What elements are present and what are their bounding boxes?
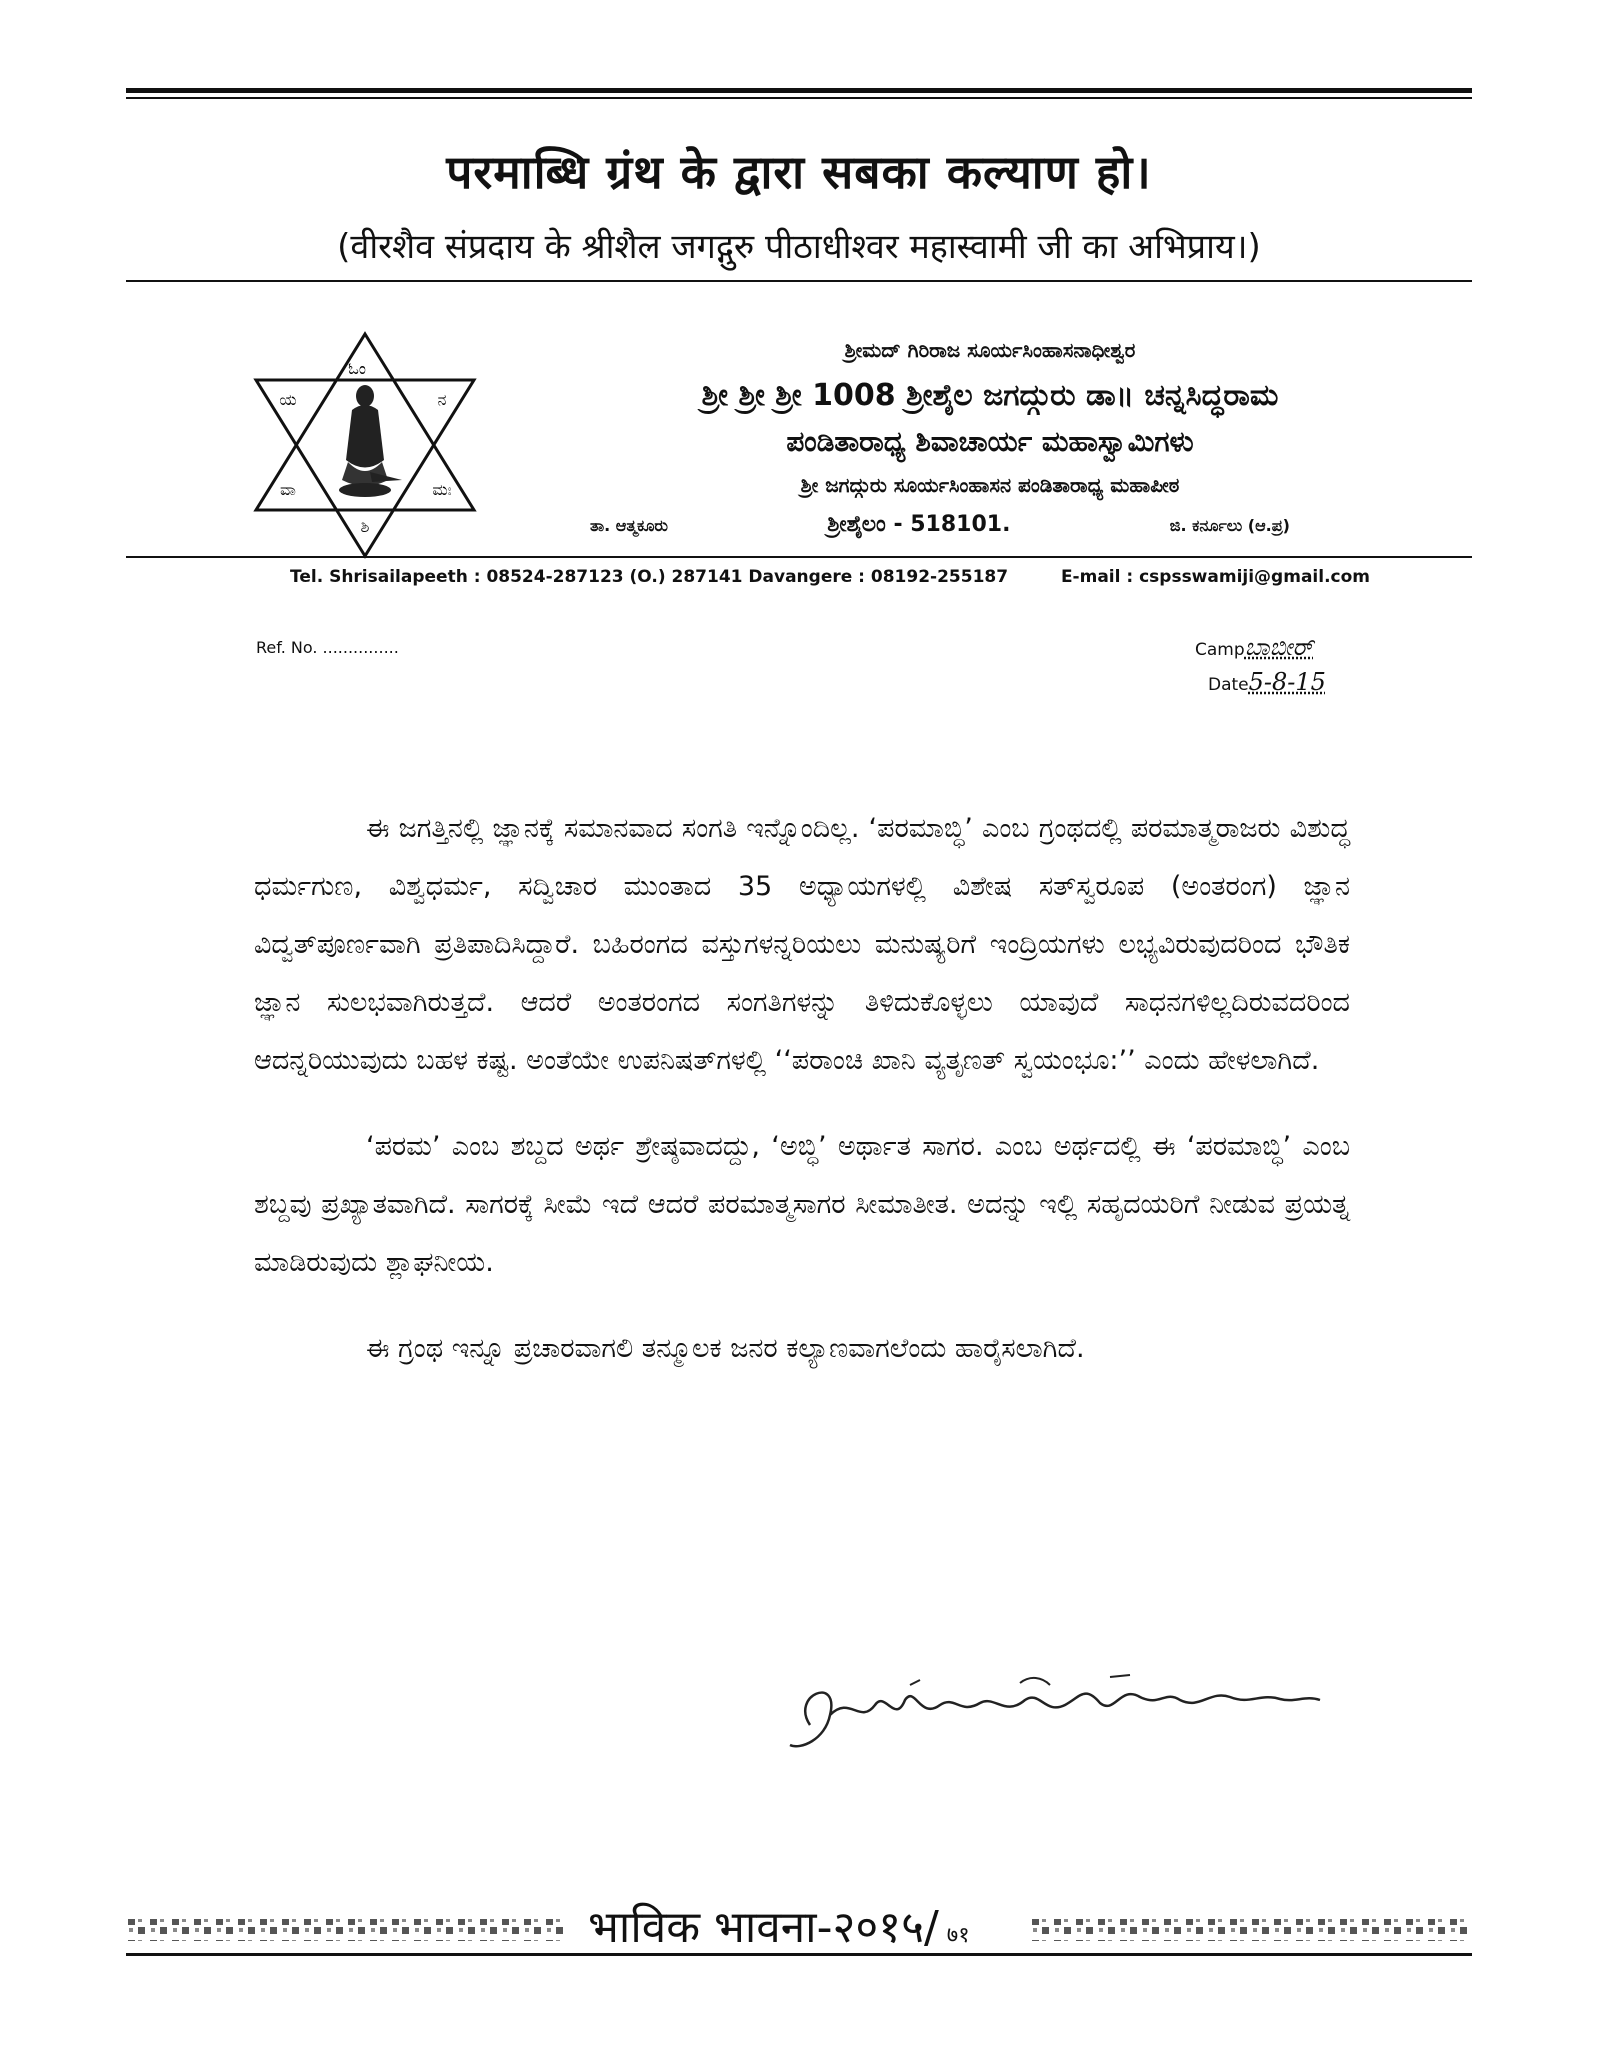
emblem-label: ಯ [279, 390, 297, 409]
footer-ornament-right [1030, 1915, 1470, 1945]
address-district: ಜಿ. ಕರ್ನೂಲು (ಆ.ಪ್ರ) [1169, 516, 1290, 535]
camp-value: ಬಾಬೀರ್ [1244, 633, 1314, 661]
date-label: Date [1208, 675, 1249, 695]
address-taluk: ತಾ. ಆತ್ಮಕೂರು [590, 516, 668, 535]
page-number: ७१ [946, 1923, 970, 1948]
letterhead-line-1: ಶ್ರೀಮದ್ ಗಿರಿರಾಜ ಸೂರ್ಯಸಿಂಹಾಸನಾಧೀಶ್ವರ [844, 338, 1136, 362]
camp-label: Camp [1195, 640, 1245, 660]
bottom-rule [126, 1953, 1472, 1956]
title-divider [126, 280, 1472, 282]
footer-ornament-left [126, 1915, 566, 1945]
letterhead-rule [126, 556, 1472, 558]
letterhead-address [590, 512, 1290, 537]
top-rule-thin [126, 97, 1472, 99]
letter-body [254, 800, 1350, 1406]
letterhead-line-3: ಪಂಡಿತಾರಾಧ್ಯ ಶಿವಾಚಾರ್ಯ ಮಹಾಸ್ವಾಮಿಗಳು [786, 425, 1194, 458]
body-paragraph-1: ಈ ಜಗತ್ತಿನಲ್ಲಿ ಜ್ಞಾನಕ್ಕೆ ಸಮಾನವಾದ ಸಂಗತಿ ಇನ್ನೊಂದಿಲ್ಲ. ‘ಪರಮಾಬ್ಧಿ’ ಎಂಬ ಗ್ರಂಥದಲ್ಲಿ ಪರಮಾತ್ಮರಾಜರು ವಿಶುದ್ಧ ಧರ್ಮಗುಣ, ವಿಶ್ವಧರ್ಮ, ಸದ್ವಿಚಾರ ಮುಂತಾದ 35 ಅಧ್ಯಾಯಗಳಲ್ಲಿ ವಿಶೇಷ ಸತ್‌ಸ್ವರೂಪ (ಅಂತರಂಗ) ಜ್ಞಾನ ವಿದ್ವತ್‌ಪೂರ್ಣವಾಗಿ ಪ್ರತಿಪಾದಿಸಿದ್ದಾರೆ. ಬಹಿರಂಗದ ವಸ್ತುಗಳನ್ನರಿಯಲು ಮನುಷ್ಯರಿಗೆ ಇಂದ್ರಿಯಗಳು ಲಭ್ಯವಿರುವುದರಿಂದ ಭೌತಿಕ ಜ್ಞಾನ ಸುಲಭವಾಗಿರುತ್ತದೆ. ಆದರೆ ಅಂತರಂಗದ ಸಂಗತಿಗಳನ್ನು ತಿಳಿದುಕೊಳ್ಳಲು ಯಾವುದೆ ಸಾಧನಗಳಿಲ್ಲದಿರುವದರಿಂದ ಆದನ್ನರಿಯುವುದು ಬಹಳ ಕಷ್ಟ. ಅಂತೆಯೇ ಉಪನಿಷತ್‌ಗಳಲ್ಲಿ ‘‘ಪರಾಂಚಿ ಖಾನಿ ವ್ಯತೃಣತ್ ಸ್ವಯಂಭೂ:’’ ಎಂದು ಹೇಳಲಾಗಿದೆ. [254, 813, 1350, 1076]
camp-field [1195, 633, 1313, 661]
contact-email: E-mail : cspsswamiji@gmail.com [1060, 567, 1370, 587]
footer-title [588, 1895, 970, 1955]
footer-publication: भाविक भावना-२०१५/ [588, 1902, 939, 1953]
handwritten-signature [780, 1655, 1340, 1765]
emblem-label: ನ [437, 390, 447, 409]
top-rule-thick [126, 88, 1472, 93]
date-value: 5-8-15 [1248, 668, 1326, 696]
emblem-label: ಶಿ [360, 517, 370, 536]
page-title: परमाब्धि ग्रंथ के द्वारा सबका कल्याण हो। [446, 145, 1152, 199]
emblem-label: ಮಃ [432, 480, 452, 499]
letterhead-text [540, 330, 1440, 497]
letterhead-line-2: ಶ್ರೀ ಶ್ರೀ ಶ್ರೀ 1008 ಶ್ರೀಶೈಲ ಜಗದ್ಗುರು ಡಾ॥ ಚನ್ನಸಿದ್ಧರಾಮ [701, 378, 1279, 413]
letterhead-line-4: ಶ್ರೀ ಜಗದ್ಗುರು ಸೂರ್ಯಸಿಂಹಾಸನ ಪಂಡಿತಾರಾಧ್ಯ ಮಹಾಪೀಠ [800, 473, 1180, 497]
ref-no: Ref. No. ............... [256, 638, 399, 657]
hexagram-emblem-icon [252, 330, 478, 560]
body-paragraph-2: ‘ಪರಮ’ ಎಂಬ ಶಬ್ದದ ಅರ್ಥ ಶ್ರೇಷ್ಠವಾದದ್ದು, ‘ಅಬ್ಧಿ’ ಅರ್ಥಾತ ಸಾಗರ. ಎಂಬ ಅರ್ಥದಲ್ಲಿ ಈ ‘ಪರಮಾಬ್ಧಿ’ ಎಂಬ ಶಬ್ದವು ಪ್ರಖ್ಯಾತವಾಗಿದೆ. ಸಾಗರಕ್ಕೆ ಸೀಮೆ ಇದೆ ಆದರೆ ಪರಮಾತ್ಮಸಾಗರ ಸೀಮಾತೀತ. ಅದನ್ನು ಇಲ್ಲಿ ಸಹೃದಯರಿಗೆ ನೀಡುವ ಪ್ರಯತ್ನ ಮಾಡಿರುವುದು ಶ್ಲಾಘನೀಯ. [254, 1131, 1350, 1278]
date-field [1208, 668, 1326, 696]
contact-line [290, 567, 1370, 587]
address-town: ಶ್ರೀಶೈಲಂ - 518101. [827, 512, 1011, 537]
deity-figure-icon [339, 385, 402, 497]
contact-phone: Tel. Shrisailapeeth : 08524-287123 (O.) 287141 Davangere : 08192-255187 [290, 567, 1009, 587]
body-paragraph-3: ಈ ಗ್ರಂಥ ಇನ್ನೂ ಪ್ರಚಾರವಾಗಲಿ ತನ್ಮೂಲಕ ಜನರ ಕಲ್ಯಾಣವಾಗಲೆಂದು ಹಾರೈಸಲಾಗಿದೆ. [366, 1333, 1085, 1364]
page-subtitle: (वीरशैव संप्रदाय के श्रीशैल जगद्गुरु पीठाधीश्वर महास्वामी जी का अभिप्राय।) [337, 227, 1261, 267]
emblem-label: ವಾ [280, 480, 296, 499]
emblem-label: ಓಂ [348, 359, 366, 378]
